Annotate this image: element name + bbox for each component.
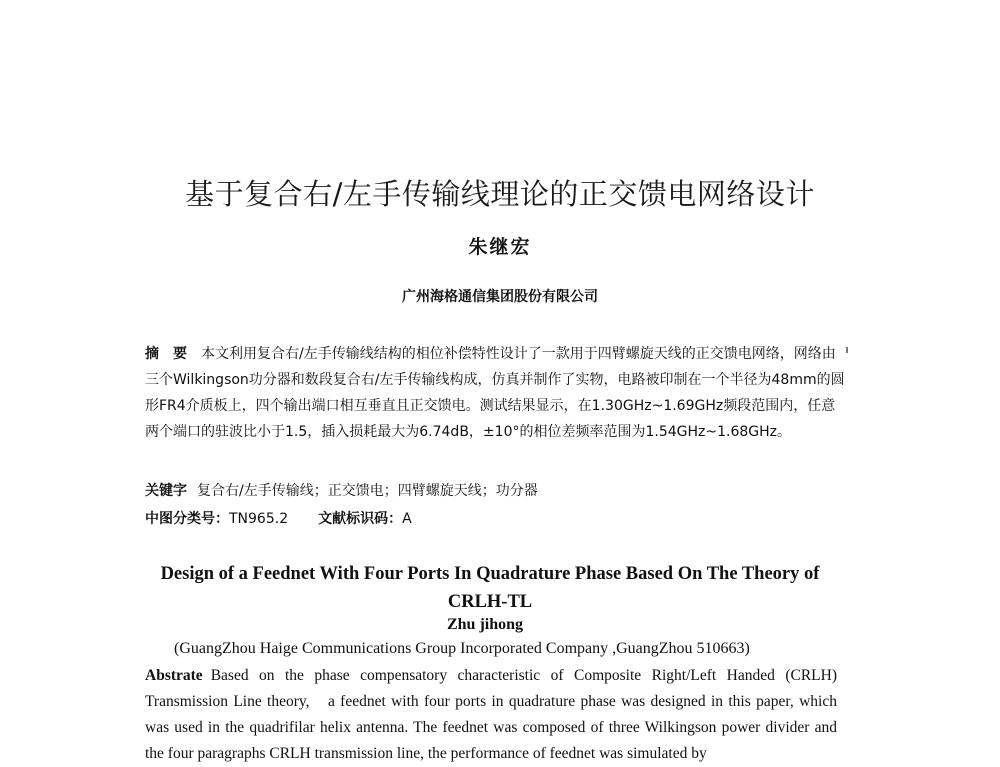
english-author: Zhu jihong bbox=[446, 616, 524, 633]
clc-label: 中图分类号： bbox=[145, 511, 229, 527]
english-abstract-label: Abstrate bbox=[145, 667, 203, 684]
chinese-author: 朱继宏 bbox=[468, 236, 532, 258]
english-abstract-text: Based on the phase compensatory characteristic of Composite Right/Left Handed (CRLH) Transmission Line theory, a feednet with four ports in quadrature phase was designed in this paper, which was used in the quadrifilar helix antenna. The feednet was composed of three Wilkingson power divider and the four paragraphs CRLH transmission line, the performance of feednet was simulated by bbox=[145, 667, 837, 762]
english-abstract bbox=[145, 663, 837, 767]
chinese-keywords-label: 关键字 bbox=[145, 483, 187, 499]
scan-mark bbox=[846, 347, 848, 353]
clc-value: TN965.2 bbox=[229, 511, 289, 527]
chinese-abstract bbox=[145, 341, 845, 445]
chinese-abstract-label: 摘 要 bbox=[145, 346, 187, 362]
chinese-abstract-text: 本文利用复合右/左手传输线结构的相位补偿特性设计了一款用于四臂螺旋天线的正交馈电网络，网络由三个Wilkingson功分器和数段复合右/左手传输线构成，仿真并制作了实物，电路被印制在一个半径为48mm的圆形FR4介质板上，四个输出端口相互垂直且正交馈电。测试结果显示，在1.30GHz~1.69GHz频段范围内，任意两个端口的驻波比小于1.5，插入损耗最大为6.74dB，±10°的相位差频率范围为1.54GHz~1.68GHz。 bbox=[145, 346, 845, 440]
english-affiliation: (GuangZhou Haige Communications Group Incorporated Company ,GuangZhou 510663) bbox=[174, 640, 750, 657]
doc-code-label: 文献标识码： bbox=[318, 511, 403, 527]
chinese-affiliation: 广州海格通信集团股份有限公司 bbox=[402, 289, 598, 305]
chinese-keywords-text: 复合右/左手传输线；正交馈电；四臂螺旋天线；功分器 bbox=[197, 483, 538, 499]
doc-code-value: A bbox=[402, 511, 412, 527]
english-title: Design of a Feednet With Four Ports In Quadrature Phase Based On The Theory of CRLH-TL bbox=[160, 564, 820, 612]
chinese-keywords bbox=[145, 480, 538, 500]
chinese-title: 基于复合右/左手传输线理论的正交馈电网络设计 bbox=[185, 177, 815, 211]
chinese-classification bbox=[145, 508, 412, 528]
